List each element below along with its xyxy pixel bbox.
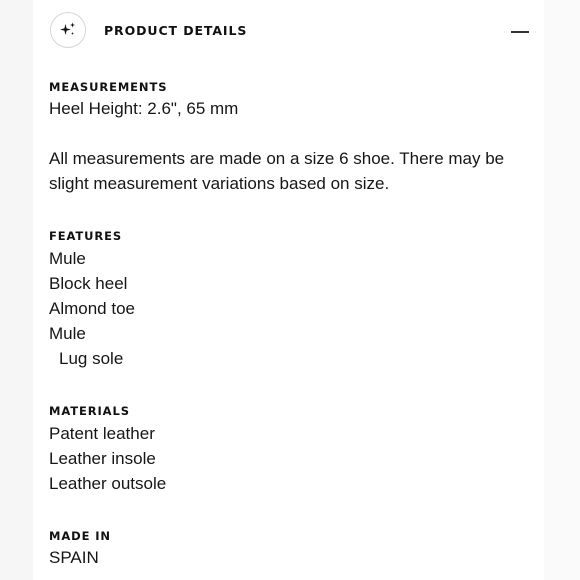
features-heading: FEATURES xyxy=(49,229,123,243)
sparkle-icon xyxy=(50,12,86,48)
measurement-note-line-2: slight measurement variations based on size. xyxy=(49,174,390,193)
material-item: Patent leather xyxy=(49,424,155,443)
material-item: Leather outsole xyxy=(49,474,167,493)
feature-item: Block heel xyxy=(49,274,128,293)
left-gutter xyxy=(0,0,33,580)
collapse-button[interactable] xyxy=(507,22,531,42)
feature-item: Lug sole xyxy=(59,349,124,368)
material-item: Leather insole xyxy=(49,449,156,468)
heel-height-text: Heel Height: 2.6", 65 mm xyxy=(49,99,239,118)
made-in-value: SPAIN xyxy=(49,548,99,567)
feature-item: Almond toe xyxy=(49,299,135,318)
feature-item: Mule xyxy=(49,249,86,268)
minus-icon xyxy=(511,31,529,33)
feature-item: Mule xyxy=(49,324,86,343)
product-details-panel xyxy=(33,0,544,580)
measurement-note-line-1: All measurements are made on a size 6 shoe. There may be xyxy=(49,149,505,168)
materials-heading: MATERIALS xyxy=(49,404,130,418)
accordion-header[interactable] xyxy=(33,0,544,64)
accordion-title: PRODUCT DETAILS xyxy=(104,23,248,38)
measurements-heading: MEASUREMENTS xyxy=(49,80,168,94)
right-gutter xyxy=(544,0,580,580)
made-in-heading: MADE IN xyxy=(49,529,111,543)
